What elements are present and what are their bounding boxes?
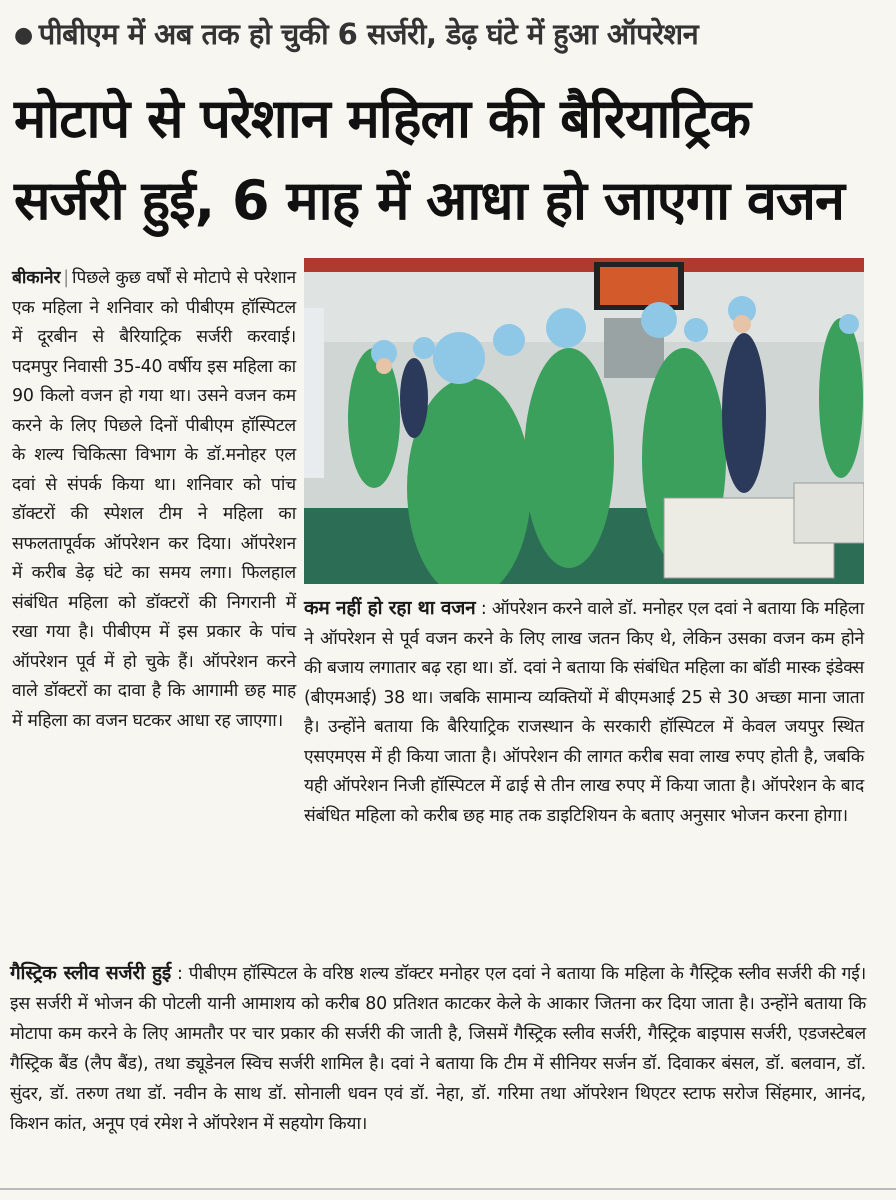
- section-surgery-heading: गैस्ट्रिक स्लीव सर्जरी हुई: [10, 962, 172, 984]
- bottom-rule: [0, 1188, 896, 1190]
- bullet-icon: ●: [14, 23, 33, 48]
- section-colon: :: [171, 964, 189, 984]
- headline-line-1: मोटापे से परेशान महिला की बैरियाट्रिक: [14, 87, 750, 150]
- section-colon: :: [475, 599, 492, 619]
- intro-text: पिछले कुछ वर्षों से मोटापे से परेशान एक महिला ने शनिवार को पीबीएम हॉस्पिटल में दूरबीन से बैरियाट्रिक सर्जरी करवाई। पदमपुर निवासी 35-40 वर्षीय इस महिला का 90 किलो वजन हो गया था। उसने वजन कम करने के लिए पिछले दिनों पीबीएम हॉस्पिटल के शल्य चिकित्सा विभाग के डॉ.मनोहर एल दवां से संपर्क किया था। शनिवार को पांच डॉक्टरों की स्पेशल टीम ने महिला का सफलतापूर्वक ऑपरेशन कर दिया। ऑपरेशन में करीब डेढ़ घंटे का समय लगा। फिलहाल संबंधित महिला को डॉक्टरों की निगरानी में रखा गया है। पीबीएम में इस प्रकार के पांच ऑपरेशन पूर्व में हो चुके हैं। ऑपरेशन करने वाले डॉक्टरों का दावा है कि आगामी छह माह में महिला का वजन घटकर आधा रह जाएगा।: [12, 268, 296, 731]
- kicker-line: [14, 6, 884, 62]
- section-surgery-body: पीबीएम हॉस्पिटल के वरिष्ठ शल्य डॉक्टर मनोहर एल दवां ने बताया कि महिला के गैस्ट्रिक स्लीव सर्जरी की गई। इस सर्जरी में भोजन की पोटली यानी आमाशय को करीब 80 प्रतिशत काटकर केले के आकार जितना कर दिया जाता है। उन्होंने बताया कि मोटापा कम करने के लिए आमतौर पर चार प्रकार की सर्जरी की जाती है, जिसमें गैस्ट्रिक स्लीव सर्जरी, गैस्ट्रिक बाइपास सर्जरी, एडजस्टेबल गैस्ट्रिक बैंड (लैप बैंड), तथा ड्यूडेनल स्विच सर्जरी शामिल है। दवां ने बताया कि टीम में सीनियर सर्जन डॉ. दिवाकर बंसल, डॉ. बलवान, डॉ. सुंदर, डॉ. तरुण तथा डॉ. नवीन के साथ डॉ. सोनाली धवन एवं डॉ. नेहा, डॉ. गरिमा तथा ऑपरेशन थिएटर स्टाफ सरोज सिंहमार, आनंद, किशन कांत, अनूप एवं रमेश ने ऑपरेशन में सहयोग किया।: [10, 964, 866, 1134]
- headline: [14, 78, 882, 242]
- section-weight-column: [304, 594, 864, 831]
- dateline: बीकानेर: [12, 268, 61, 288]
- dateline-separator: |: [63, 268, 69, 288]
- kicker-text: पीबीएम में अब तक हो चुकी 6 सर्जरी, डेढ़ घंटे में हुआ ऑपरेशन: [38, 17, 699, 51]
- section-surgery: [10, 958, 866, 1139]
- section-weight-heading: कम नहीं हो रहा था वजन: [304, 597, 476, 619]
- intro-column: [12, 264, 296, 736]
- operation-photo-illustration: [304, 258, 864, 584]
- operation-theatre-photo: [304, 258, 864, 584]
- section-weight-body: ऑपरेशन करने वाले डॉ. मनोहर एल दवां ने बताया कि महिला ने ऑपरेशन से पूर्व वजन करने के लिए लाख जतन किए थे, लेकिन उसका वजन कम होने की बजाय लगातार बढ़ रहा था। डॉ. दवां ने बताया कि संबंधित महिला का बॉडी मास्क इंडेक्स (बीएमआई) 38 था। जबकि सामान्य व्यक्तियों में बीएमआई 25 से 30 अच्छा माना जाता है। उन्होंने बताया कि बैरियाट्रिक राजस्थान के सरकारी हॉस्पिटल में केवल जयपुर स्थित एसएमएस में ही किया जाता है। ऑपरेशन की लागत करीब सवा लाख रुपए होती है, जबकि यही ऑपरेशन निजी हॉस्पिटल में ढाई से तीन लाख रुपए में किया जाता है। ऑपरेशन के बाद संबंधित महिला को करीब छह माह तक डाइटिशियन के बताए अनुसार भोजन करना होगा।: [304, 599, 865, 826]
- headline-line-2: सर्जरी हुई, 6 माह में आधा हो जाएगा वजन: [14, 169, 844, 232]
